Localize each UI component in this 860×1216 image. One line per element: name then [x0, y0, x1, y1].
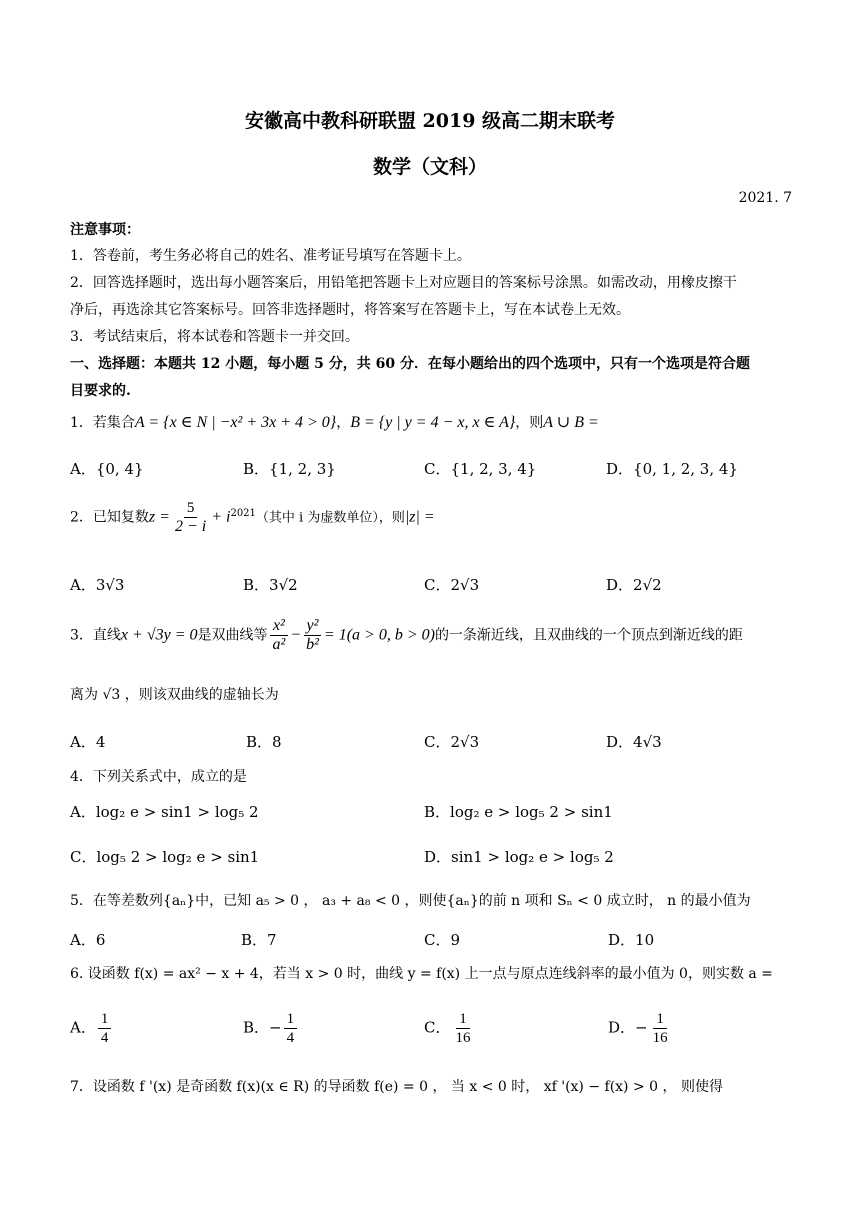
- q5-option-d: D．10: [608, 931, 655, 949]
- q2-frac-den: 2 − i: [174, 518, 207, 535]
- q6-c-frac: [452, 1010, 473, 1047]
- q2-z: z =: [148, 508, 170, 526]
- q6-d-frac: [650, 1010, 671, 1047]
- q1-union: A ∪ B =: [543, 414, 599, 431]
- q3-frac2-num: y²: [304, 617, 322, 636]
- q3-cond: = 1(a > 0, b > 0): [323, 626, 435, 644]
- q3-minus: −: [290, 626, 302, 644]
- question-4-stem: 4．下列关系式中，成立的是: [70, 769, 247, 785]
- q3-suffix: 的一条渐近线，且双曲线的一个顶点到渐近线的距: [434, 627, 743, 644]
- q1-option-d: D．{0, 1, 2, 3, 4}: [606, 460, 738, 478]
- q6-d-den: 16: [652, 1030, 668, 1046]
- q2-option-a: A．3√3: [70, 576, 125, 594]
- q4-option-a: A．log₂ e > sin1 > log₅ 2: [70, 803, 259, 821]
- q2-option-d: D．2√2: [606, 576, 662, 594]
- q4-option-b: B．log₂ e > log₅ 2 > sin1: [424, 803, 613, 821]
- q6-d-num: 1: [653, 1010, 667, 1029]
- q1-prefix: 1．若集合: [70, 415, 135, 431]
- question-5-stem: 5．在等差数列{aₙ}中，已知 a₅ > 0 ， a₃ + a₈ < 0 ，则使{aₙ}的前 n 项和 Sₙ < 0 成立时， n 的最小值为: [70, 893, 751, 909]
- q4-option-c: C．log₅ 2 > log₂ e > sin1: [70, 848, 260, 866]
- question-3-line2: 离为 √3 ，则该双曲线的虚轴长为: [70, 687, 279, 703]
- q6-option-b: [243, 1010, 299, 1047]
- q3-option-a: A．4: [70, 733, 106, 751]
- q6-c-den: 16: [455, 1030, 471, 1046]
- q1-option-a: A．{0, 4}: [70, 460, 144, 478]
- q6-option-c: [424, 1010, 475, 1047]
- q6-c-num: 1: [456, 1010, 470, 1029]
- q6-a-frac: [98, 1010, 112, 1047]
- question-2-stem: [70, 499, 435, 536]
- q5-option-a: A．6: [70, 931, 106, 949]
- q2-abs: |z| =: [404, 508, 435, 526]
- q1-set-b: B = {y | y = 4 − x, x ∈ A}: [350, 414, 516, 431]
- question-7-stem: 7．设函数 f '(x) 是奇函数 f(x)(x ∈ R) 的导函数 f(e) = 0 ， 当 x < 0 时， xf '(x) − f(x) > 0 ， 则使得: [70, 1079, 723, 1095]
- q6-c-label: C．: [424, 1018, 451, 1037]
- q2-prefix: 2．已知复数: [70, 509, 149, 526]
- q1-option-c: C．{1, 2, 3, 4}: [424, 460, 537, 478]
- q3-prefix: 3．直线: [70, 627, 121, 644]
- q6-option-a: [70, 1010, 113, 1047]
- exam-date: 2021. 7: [738, 190, 792, 206]
- q1-suffix: ，则: [515, 415, 544, 431]
- q1-option-b: B．{1, 2, 3}: [243, 460, 336, 478]
- q6-option-d: [608, 1010, 673, 1047]
- note-item-2-cont: 净后，再选涂其它答案标号。回答非选择题时，将答案写在答题卡上，写在本试卷上无效。: [70, 302, 630, 318]
- exam-subtitle: 数学（文科）: [372, 156, 487, 178]
- section-heading-line1: 一、选择题：本题共 12 小题，每小题 5 分，共 60 分．在每小题给出的四个选项中，只有一个选项是符合题: [70, 356, 750, 372]
- q3-option-b: B．8: [246, 733, 282, 751]
- q3-frac1-num: x²: [270, 617, 288, 636]
- q3-option-c: C．2√3: [424, 733, 480, 751]
- q2-option-c: C．2√3: [424, 576, 480, 594]
- q5-option-b: B．7: [241, 931, 277, 949]
- question-3-stem: [70, 617, 743, 654]
- q1-set-a: A = {x ∈ N | −x² + 3x + 4 > 0}: [134, 414, 337, 431]
- q2-frac-num: 5: [184, 499, 198, 518]
- q5-option-c: C．9: [424, 931, 461, 949]
- q3-option-d: D．4√3: [606, 733, 662, 751]
- q1-sep: ，: [336, 415, 351, 431]
- q6-d-sign: −: [635, 1018, 648, 1037]
- q3-line: x + √3y = 0: [120, 626, 198, 644]
- q6-d-label: D．: [608, 1018, 636, 1037]
- q2-option-b: B．3√2: [243, 576, 298, 594]
- question-1-stem: [70, 412, 599, 432]
- exam-title: 安徽高中教科研联盟 2019 级高二期末联考: [244, 110, 616, 132]
- q6-a-den: 4: [100, 1030, 109, 1046]
- note-item-2: 2．回答选择题时，选出每小题答案后，用铅笔把答题卡上对应题目的答案标号涂黑。如需改动，用橡皮擦干: [70, 275, 737, 291]
- q6-b-label: B．: [243, 1018, 270, 1037]
- q6-b-den: 4: [286, 1030, 295, 1046]
- q2-imag: + i: [211, 508, 231, 526]
- q3-mid: 是双曲线等: [197, 627, 268, 644]
- notes-heading: 注意事项：: [70, 222, 140, 238]
- q4-option-d: D．sin1 > log₂ e > log₅ 2: [424, 848, 614, 866]
- note-item-3: 3．考试结束后，将本试卷和答题卡一并交回。: [70, 329, 359, 345]
- q3-frac1-den: a²: [272, 636, 286, 653]
- question-6-stem: 6. 设函数 f(x) = ax² − x + 4，若当 x > 0 时，曲线 y = f(x) 上一点与原点连线斜率的最小值为 0，则实数 a =: [70, 966, 773, 982]
- q6-b-frac: [284, 1010, 298, 1047]
- q6-a-label: A．: [70, 1018, 96, 1037]
- q2-fraction: [172, 499, 209, 536]
- section-heading-line2: 目要求的.: [70, 383, 131, 399]
- q3-frac1: [270, 617, 289, 654]
- q3-frac2: [303, 617, 322, 654]
- q6-b-sign: −: [269, 1018, 282, 1037]
- q6-b-num: 1: [284, 1010, 298, 1029]
- q6-a-num: 1: [98, 1010, 112, 1029]
- q2-exponent: 2021: [230, 507, 256, 519]
- note-item-1: 1．答卷前，考生务必将自己的姓名、准考证号填写在答题卡上。: [70, 248, 471, 264]
- q3-frac2-den: b²: [306, 636, 319, 653]
- q2-mid: （其中 i 为虚数单位），则: [255, 510, 405, 526]
